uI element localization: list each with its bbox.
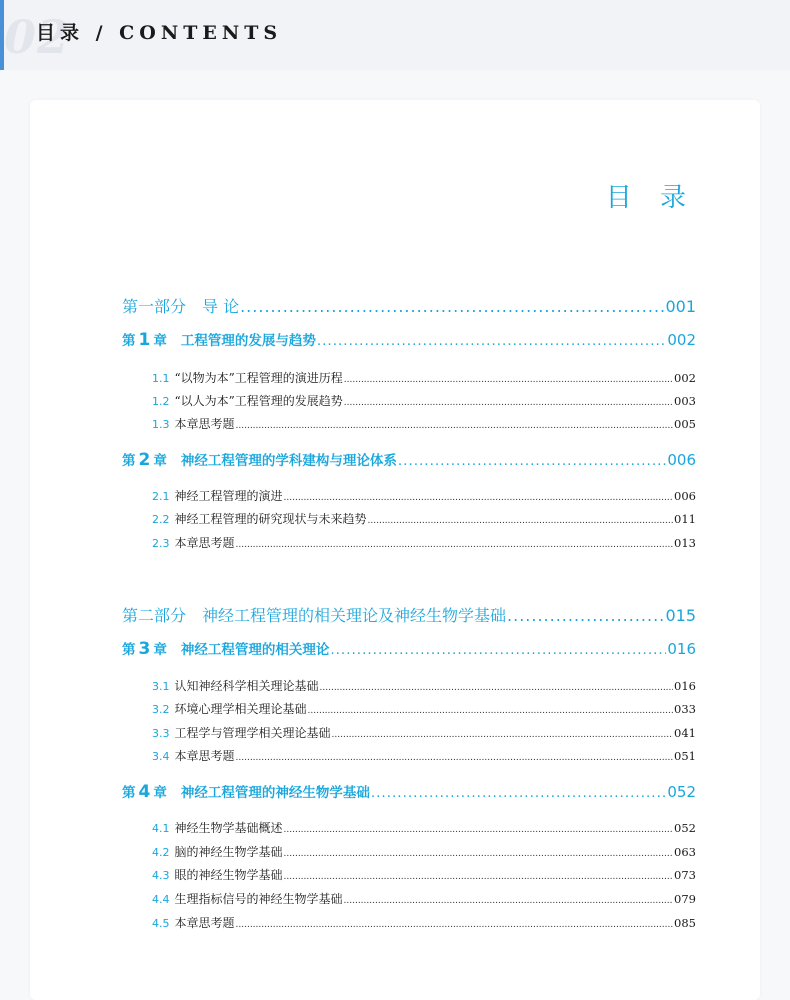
section-title: 生理指标信号的神经生物学基础	[174, 892, 343, 906]
page-number: 016	[667, 640, 696, 658]
leader-dots	[344, 896, 674, 906]
page-number: 052	[667, 783, 696, 801]
page-number: 041	[674, 726, 696, 740]
toc-main-title: 目 录	[605, 183, 696, 213]
leader-dots	[330, 642, 666, 658]
page-number: 015	[665, 606, 696, 625]
chapter-title: 神经工程管理的神经生物学基础	[180, 785, 370, 801]
section-title: 神经工程管理的演进	[174, 489, 283, 503]
leader-dots	[240, 297, 664, 316]
chapter-title: 神经工程管理的相关理论	[180, 642, 330, 658]
chapter-title: 神经工程管理的学科建构与理论体系	[180, 453, 397, 469]
page-number: 073	[674, 868, 696, 882]
page-header	[0, 0, 790, 70]
section-title: 神经工程管理的研究现状与未来趋势	[174, 512, 367, 526]
toc-section[interactable]	[152, 914, 696, 931]
leader-dots	[344, 375, 673, 385]
chapter-label: 第 1 章 工程管理的发展与趋势	[122, 330, 316, 350]
section-number: 4.2	[152, 846, 170, 859]
page-number: 051	[674, 749, 696, 763]
chapter-label: 第 2 章 神经工程管理的学科建构与理论体系	[122, 450, 397, 470]
leader-dots	[332, 730, 674, 740]
toc-section[interactable]	[152, 890, 696, 907]
toc-part-2[interactable]	[122, 603, 696, 626]
chapter-label: 第 3 章 神经工程管理的相关理论	[122, 639, 330, 659]
page-number: 033	[674, 702, 696, 716]
section-number: 4.1	[152, 822, 170, 835]
page-number: 002	[674, 371, 696, 385]
toc-chapter-2[interactable]	[122, 449, 696, 470]
page-number: 063	[674, 845, 696, 859]
section-number: 2.3	[152, 537, 170, 550]
leader-dots	[236, 421, 674, 431]
section-title: 脑的神经生物学基础	[174, 845, 283, 859]
section-number: 3.1	[152, 680, 170, 693]
leader-dots	[368, 516, 674, 526]
page-number: 005	[674, 417, 696, 431]
leader-dots	[308, 706, 674, 716]
section-title: “以人为本”工程管理的发展趋势	[174, 394, 343, 408]
toc-section[interactable]	[152, 724, 696, 741]
page-number: 006	[674, 489, 696, 503]
leader-dots	[317, 333, 667, 349]
section-title: 眼的神经生物学基础	[174, 868, 283, 882]
section-title: “以物为本”工程管理的演进历程	[174, 371, 343, 385]
section-number: 4.5	[152, 917, 170, 930]
toc-section[interactable]	[152, 747, 696, 764]
section-number: 1.3	[152, 418, 170, 431]
section-number: 3.2	[152, 703, 170, 716]
section-title: 神经生物学基础概述	[174, 821, 283, 835]
section-number: 3.3	[152, 727, 170, 740]
section-number: 1.2	[152, 395, 170, 408]
leader-dots	[284, 825, 674, 835]
chapter-title: 工程管理的发展与趋势	[180, 333, 316, 349]
page-number: 001	[665, 297, 696, 316]
section-title: 工程学与管理学相关理论基础	[174, 726, 331, 740]
leader-dots	[371, 785, 667, 801]
leader-dots	[320, 683, 674, 693]
page-number: 003	[674, 394, 696, 408]
leader-dots	[284, 872, 674, 882]
toc-section[interactable]	[152, 866, 696, 883]
leader-dots	[344, 398, 673, 408]
page-number: 079	[674, 892, 696, 906]
section-number: 4.4	[152, 893, 170, 906]
toc-chapter-3[interactable]	[122, 638, 696, 659]
toc-chapter-4[interactable]	[122, 781, 696, 802]
page-number: 002	[667, 331, 696, 349]
chapter-label: 第 4 章 神经工程管理的神经生物学基础	[122, 782, 370, 802]
page-number: 011	[674, 512, 696, 526]
header-title: 目录 / CONTENTS	[36, 22, 283, 44]
toc-section[interactable]	[152, 843, 696, 860]
page-number: 085	[674, 916, 696, 930]
leader-dots	[398, 453, 667, 469]
section-title: 本章思考题	[174, 417, 235, 431]
section-title: 认知神经科学相关理论基础	[174, 679, 319, 693]
part-label: 第一部分 导 论	[122, 297, 240, 316]
toc-section[interactable]	[152, 510, 696, 527]
header-watermark: 02	[4, 10, 71, 64]
leader-dots	[236, 753, 674, 763]
leader-dots	[507, 606, 664, 625]
page-number: 016	[674, 679, 696, 693]
section-number: 2.1	[152, 490, 170, 503]
part-label: 第二部分 神经工程管理的相关理论及神经生物学基础	[122, 606, 507, 625]
section-number: 1.1	[152, 372, 170, 385]
section-number: 4.3	[152, 869, 170, 882]
leader-dots	[236, 540, 674, 550]
toc-section[interactable]	[152, 392, 696, 409]
toc-chapter-1[interactable]	[122, 329, 696, 350]
section-title: 本章思考题	[174, 916, 235, 930]
toc-section[interactable]	[152, 534, 696, 551]
toc-section[interactable]	[152, 819, 696, 836]
section-number: 3.4	[152, 750, 170, 763]
section-title: 本章思考题	[174, 536, 235, 550]
section-title: 环境心理学相关理论基础	[174, 702, 307, 716]
toc-section[interactable]	[152, 677, 696, 694]
leader-dots	[236, 920, 674, 930]
page-number: 006	[667, 451, 696, 469]
leader-dots	[284, 849, 674, 859]
toc-section[interactable]	[152, 700, 696, 717]
toc-section[interactable]	[152, 487, 696, 504]
leader-dots	[284, 493, 674, 503]
toc-part-1[interactable]	[122, 294, 696, 317]
toc-section[interactable]	[152, 415, 696, 432]
page-number: 052	[674, 821, 696, 835]
page-number: 013	[674, 536, 696, 550]
section-title: 本章思考题	[174, 749, 235, 763]
section-number: 2.2	[152, 513, 170, 526]
toc-section[interactable]	[152, 369, 696, 386]
